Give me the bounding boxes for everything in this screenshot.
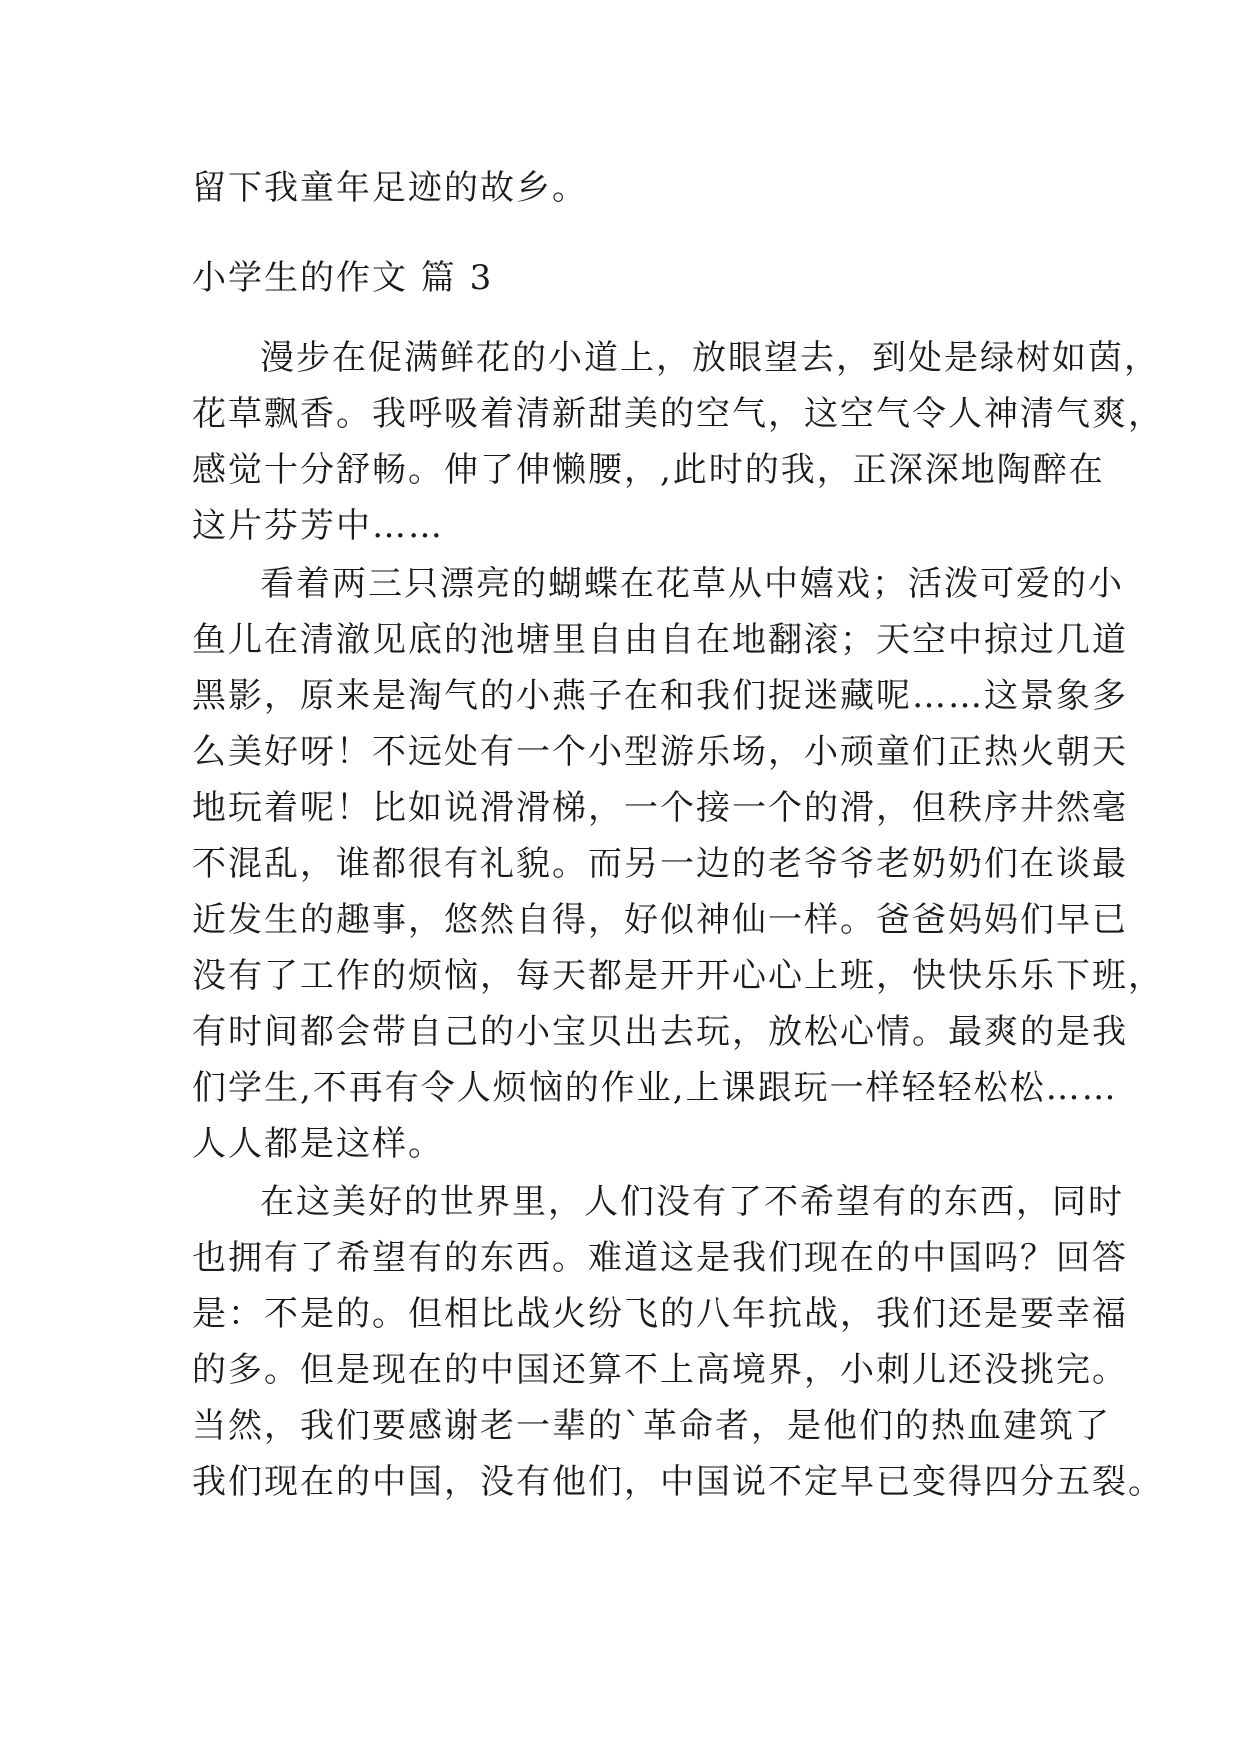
text-line: 当然，我们要感谢老一辈的`革命者，是他们的热血建筑了 <box>192 1406 1111 1446</box>
section-title <box>192 250 1052 306</box>
text-line: 的多。但是现在的中国还算不上高境界，小刺儿还没挑完。 <box>192 1350 1128 1390</box>
paragraph-3 <box>192 1174 1164 1510</box>
text-line: 在这美好的世界里，人们没有了不希望有的东西，同时 <box>260 1182 1124 1222</box>
text-line: 人人都是这样。 <box>192 1124 444 1164</box>
text-line: 这片芬芳中…… <box>192 506 444 546</box>
section-title-text: 小学生的作文 篇 3 <box>192 258 494 298</box>
text-line: 漫步在促满鲜花的小道上，放眼望去，到处是绿树如茵， <box>260 338 1160 378</box>
trailing-line <box>192 160 1052 216</box>
text-line: 也拥有了希望有的东西。难道这是我们现在的中国吗？回答 <box>192 1238 1128 1278</box>
text-line: 是：不是的。但相比战火纷飞的八年抗战，我们还是要幸福 <box>192 1294 1128 1334</box>
text-line: 花草飘香。我呼吸着清新甜美的空气，这空气令人神清气爽， <box>192 394 1164 434</box>
text-line: 近发生的趣事，悠然自得，好似神仙一样。爸爸妈妈们早已 <box>192 900 1128 940</box>
text-line: 不混乱，谁都很有礼貌。而另一边的老爷爷老奶奶们在谈最 <box>192 844 1128 884</box>
paragraph-2 <box>192 556 1164 1172</box>
text-line: 留下我童年足迹的故乡。 <box>192 168 588 208</box>
text-line: 鱼儿在清澈见底的池塘里自由自在地翻滚；天空中掠过几道 <box>192 620 1128 660</box>
text-line: 没有了工作的烦恼，每天都是开开心心上班，快快乐乐下班， <box>192 956 1164 996</box>
text-line: 有时间都会带自己的小宝贝出去玩，放松心情。最爽的是我 <box>192 1012 1128 1052</box>
body-text <box>192 330 1164 1512</box>
text-line: 看着两三只漂亮的蝴蝶在花草从中嬉戏；活泼可爱的小 <box>260 564 1124 604</box>
text-line: 么美好呀！不远处有一个小型游乐场，小顽童们正热火朝天 <box>192 732 1128 772</box>
text-line: 黑影，原来是淘气的小燕子在和我们捉迷藏呢……这景象多 <box>192 676 1128 716</box>
text-line: 们学生,不再有令人烦恼的作业,上课跟玩一样轻轻松松…… <box>192 1068 1118 1108</box>
text-line: 地玩着呢！比如说滑滑梯，一个接一个的滑，但秩序井然毫 <box>192 788 1128 828</box>
paragraph-1 <box>192 330 1164 554</box>
text-line: 感觉十分舒畅。伸了伸懒腰，,此时的我，正深深地陶醉在 <box>192 450 1105 490</box>
text-line: 我们现在的中国，没有他们，中国说不定早已变得四分五裂。 <box>192 1462 1164 1502</box>
